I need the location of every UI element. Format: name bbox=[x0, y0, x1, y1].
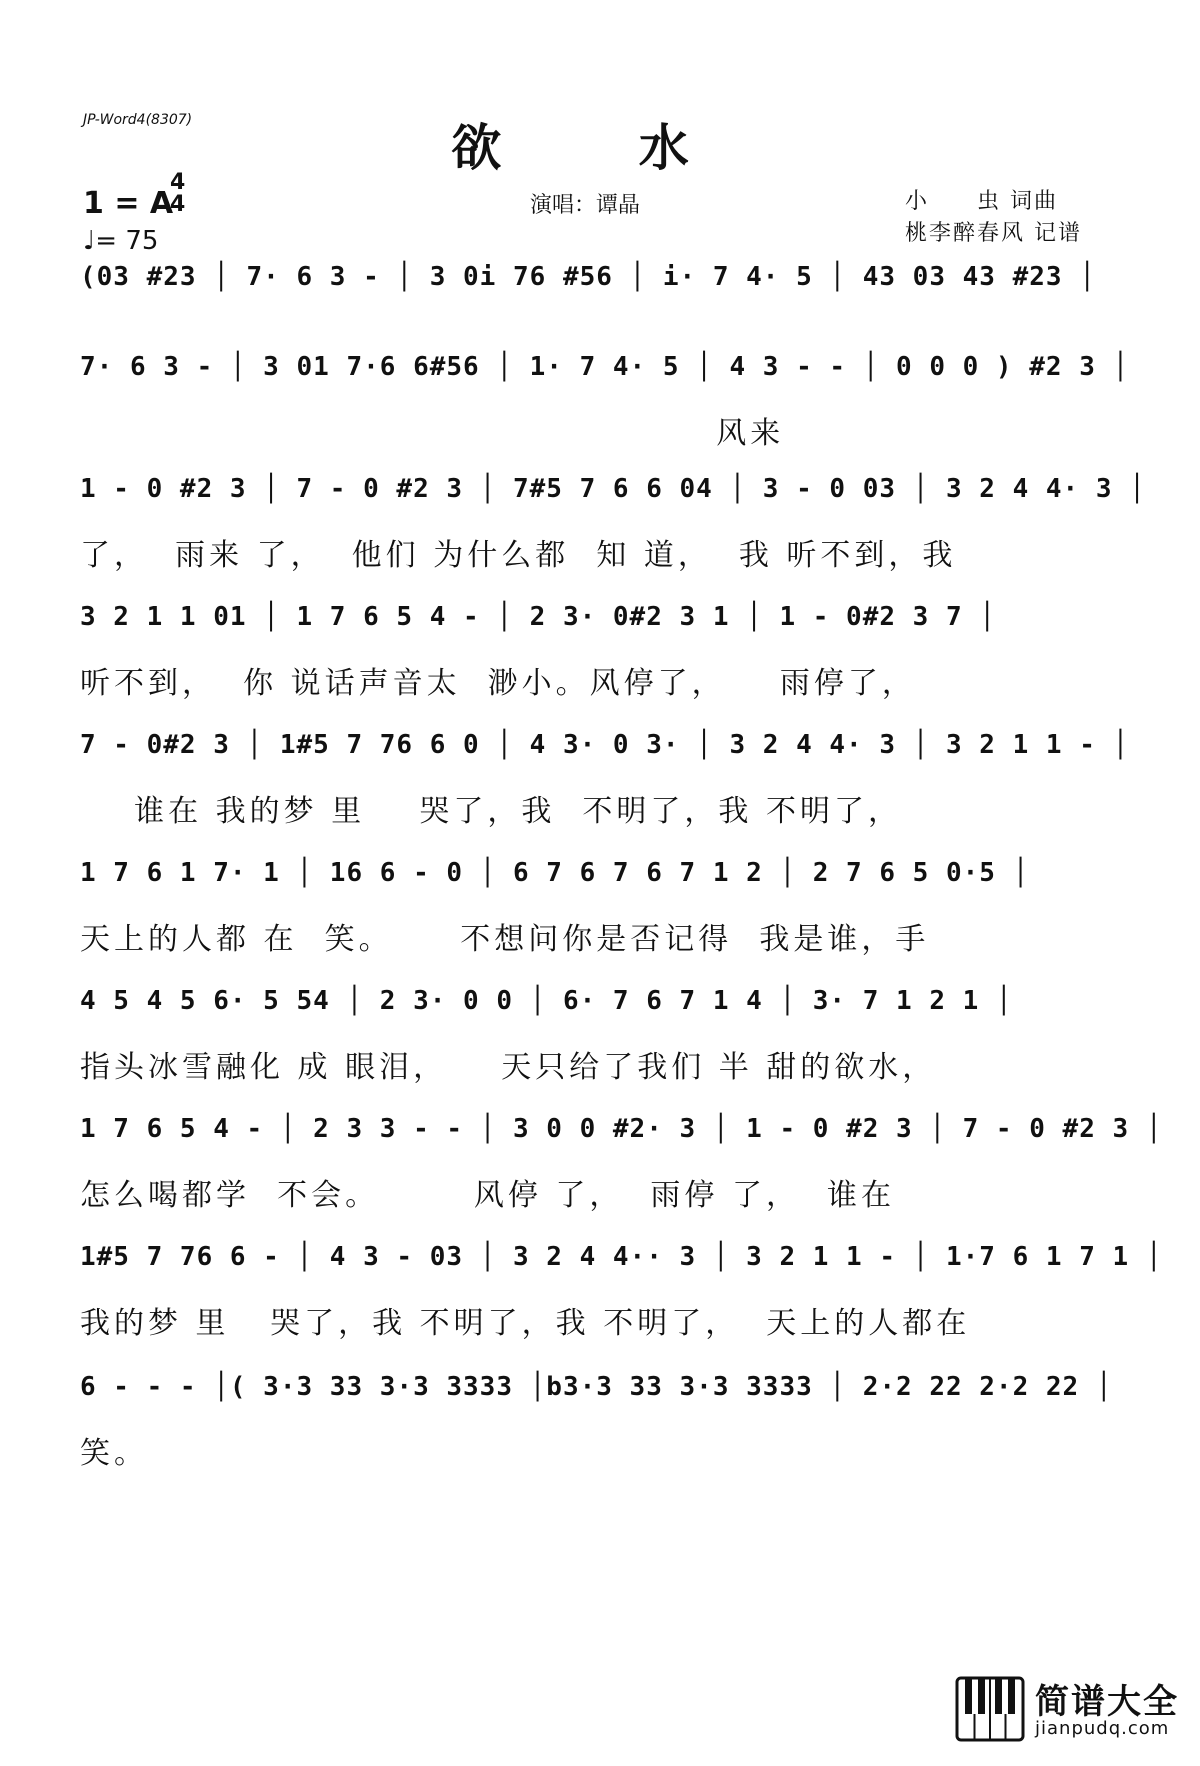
tempo-value: = 75 bbox=[95, 226, 159, 256]
time-denominator: 4 bbox=[170, 192, 186, 217]
quarter-note-icon: ♩ bbox=[83, 226, 96, 256]
song-title: 欲 水 bbox=[451, 118, 749, 177]
lyrics-line: 风来 bbox=[80, 416, 785, 451]
score-row-10 bbox=[80, 1372, 1125, 1471]
software-label: JP-Word4(8307) bbox=[83, 112, 193, 128]
notation-line: (03 #23 │ 7· 6 3 - │ 3 0i 76 #56 │ i· 7 4· 5 │ 43 03 43 #23 │ bbox=[80, 262, 1096, 292]
notation-line: 1 - 0 #2 3 │ 7 - 0 #2 3 │ 7#5 7 6 6 04 │ 3 - 0 03 │ 3 2 4 4· 3 │ bbox=[80, 474, 1146, 504]
piano-keys-icon bbox=[955, 1676, 1025, 1742]
watermark-url: jianpudq.com bbox=[1035, 1718, 1170, 1739]
key-signature: 1 = A bbox=[83, 186, 174, 221]
notation-line: 1#5 7 76 6 - │ 4 3 - 03 │ 3 2 4 4·· 3 │ 3 2 1 1 - │ 1·7 6 1 7 1 │ bbox=[80, 1242, 1163, 1272]
notation-line: 6 - - - │( 3·3 33 3·3 3333 │b3·3 33 3·3 3333 │ 2·2 22 2·2 22 │ bbox=[80, 1372, 1113, 1402]
score-row-5 bbox=[80, 730, 1130, 829]
notation-line: 1 7 6 5 4 - │ 2 3 3 - - │ 3 0 0 #2· 3 │ 1 - 0 #2 3 │ 7 - 0 #2 3 │ bbox=[80, 1114, 1163, 1144]
singer-credit: 演唱：谭晶 bbox=[530, 193, 641, 218]
score-row-8 bbox=[80, 1114, 1163, 1213]
score-row-4 bbox=[80, 602, 1125, 701]
score-row-1 bbox=[80, 262, 1125, 322]
notation-line: 3 2 1 1 01 │ 1 7 6 5 4 - │ 2 3· 0#2 3 1 │ 1 - 0#2 3 7 │ bbox=[80, 602, 996, 632]
transcriber-credit: 桃李醉春风 记谱 bbox=[905, 221, 1082, 246]
lyrics-line: 笑。 bbox=[80, 1436, 148, 1471]
notation-line: 1 7 6 1 7· 1 │ 16 6 - 0 │ 6 7 6 7 6 7 1 2 │ 2 7 6 5 0·5 │ bbox=[80, 858, 1030, 888]
watermark-brand: 简谱大全 bbox=[1035, 1682, 1179, 1722]
time-numerator: 4 bbox=[170, 170, 186, 195]
notation-line: 7 - 0#2 3 │ 1#5 7 76 6 0 │ 4 3· 0 3· │ 3 2 4 4· 3 │ 3 2 1 1 - │ bbox=[80, 730, 1130, 760]
time-signature bbox=[170, 172, 185, 216]
lyrics-line: 天上的人都 在 笑。 不想问你是否记得 我是谁，手 bbox=[80, 922, 930, 957]
score-row-9 bbox=[80, 1242, 1163, 1341]
lyrics-line: 了， 雨来 了， 他们 为什么都 知 道， 我 听不到，我 bbox=[80, 538, 957, 573]
lyrics-line: 我的梦 里 哭了，我 不明了，我 不明了， 天上的人都在 bbox=[80, 1306, 971, 1341]
lyrics-line: 指头冰雪融化 成 眼泪， 天只给了我们 半 甜的欲水， bbox=[80, 1050, 937, 1085]
notation-line: 4 5 4 5 6· 5 54 │ 2 3· 0 0 │ 6· 7 6 7 1 4 │ 3· 7 1 2 1 │ bbox=[80, 986, 1013, 1016]
composer-credit: 小 虫 词曲 bbox=[905, 189, 1058, 214]
lyrics-line: 怎么喝都学 不会。 风停 了， 雨停 了， 谁在 bbox=[80, 1178, 896, 1213]
notation-line: 7· 6 3 - │ 3 01 7·6 6#56 │ 1· 7 4· 5 │ 4 3 - - │ 0 0 0 ) #2 3 │ bbox=[80, 352, 1130, 382]
score-row-3 bbox=[80, 474, 1146, 573]
score-row-7 bbox=[80, 986, 1125, 1085]
site-watermark bbox=[955, 1674, 1185, 1744]
lyrics-line: 谁在 我的梦 里 哭了，我 不明了，我 不明了， bbox=[80, 794, 902, 829]
score-row-2 bbox=[80, 352, 1130, 451]
score-row-6 bbox=[80, 858, 1125, 957]
lyrics-line: 听不到， 你 说话声音太 渺小。风停了， 雨停了， bbox=[80, 666, 916, 701]
tempo-marking bbox=[83, 226, 158, 256]
